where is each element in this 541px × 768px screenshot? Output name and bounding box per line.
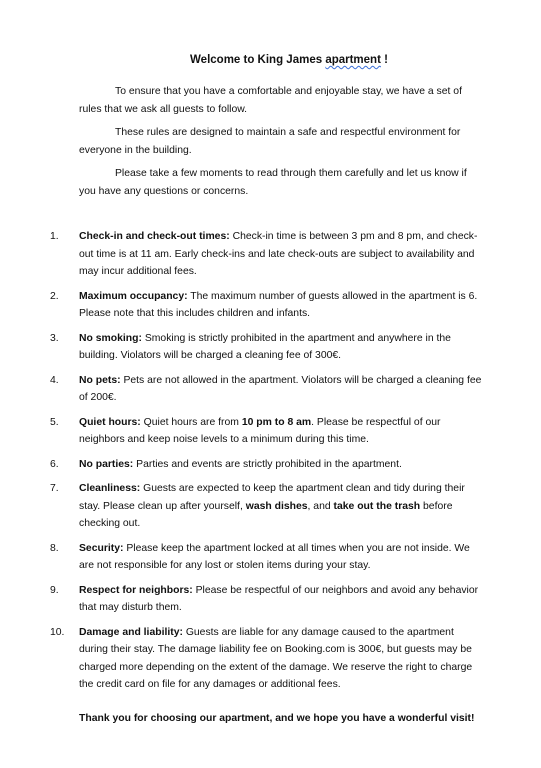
rule-text: . Please be respectful of our neighbors and keep noise levels to a minimum during this time. [79,416,441,445]
rule-text: , and [307,500,334,512]
rule-number: 5. [50,416,59,428]
rule-text: Quiet hours are from [140,416,242,428]
rule-item [50,540,485,575]
rule-heading: No parties: [79,458,134,470]
rule-number: 8. [50,542,59,554]
rule-item [50,228,485,281]
intro-paragraph: These rules are designed to maintain a safe and respectful environment for everyone in the building. [79,127,461,156]
rule-text: Please be respectful of our neighbors and avoid any behavior that may disturb them. [79,584,479,613]
rule-item [50,414,485,449]
rule-text: Please keep the apartment locked at all times when you are not inside. We are not responsible for any lost or stolen items during your stay. [79,542,470,571]
rule-item [50,330,485,365]
rule-text: Parties and events are strictly prohibited in the apartment. [133,458,402,470]
rule-heading: No pets: [79,374,121,386]
rule-text: Guests are expected to keep the apartment clean and tidy during their stay. Please clean up after yourself, [79,483,465,512]
rule-number: 10. [50,626,65,638]
rule-emphasis: wash dishes [245,500,308,512]
rule-text: The maximum number of guests allowed in the apartment is 6. Please note that this includes children and infants. [79,290,478,319]
rule-item [50,372,485,407]
rule-heading: Quiet hours: [79,416,141,428]
rule-number: 1. [50,231,59,242]
rule-number: 2. [50,290,59,302]
rule-text: Pets are not allowed in the apartment. Violators will be charged a cleaning fee of 200€. [79,374,482,403]
rule-number: 6. [50,458,59,470]
rule-heading: Respect for neighbors: [79,584,193,596]
rule-number: 3. [50,332,59,344]
title-spellcheck-word: apartment [325,54,381,66]
rule-number: 9. [50,584,59,596]
rule-item [50,456,485,474]
rule-heading: Cleanliness: [79,483,141,494]
rule-heading: Security: [79,542,124,554]
rule-emphasis: take out the trash [333,500,421,512]
rule-item [50,288,485,323]
rule-heading: Damage and liability: [79,626,183,638]
rule-text: Guests are liable for any damage caused to the apartment during their stay. The damage liability fee on Booking.com is 300€, but guests may be charged more depending on the extent of the damage. We reserve the right to charge the credit card on file for any damages or additional fees. [79,626,473,690]
intro-paragraph: To ensure that you have a comfortable and enjoyable stay, we have a set of rules that we ask all guests to follow. [79,86,462,115]
rule-text: Smoking is strictly prohibited in the apartment and anywhere in the building. Violators will be charged a cleaning fee of 300€. [79,332,451,361]
rule-heading: Check-in and check-out times: [79,231,230,242]
rule-heading: No smoking: [79,332,142,344]
title-end: ! [380,54,388,66]
title-text: Welcome to King James [190,54,326,66]
intro-section [79,83,485,200]
rule-text: before checking out. [79,500,453,529]
page-title [79,54,485,66]
intro-paragraph: Please take a few moments to read through them carefully and let us know if you have any questions or concerns. [79,168,467,197]
rule-number: 7. [50,483,59,494]
closing-note: Thank you for choosing our apartment, and we hope you have a wonderful visit! [79,712,475,724]
rule-emphasis: 10 pm to 8 am [241,416,312,428]
rule-text: Check-in time is between 3 pm and 8 pm, and check-out time is at 11 am. Early check-ins and late check-outs are subject to availability and may incur additional fees. [79,231,478,277]
rule-item [50,480,485,533]
rule-item [50,624,485,694]
rules-list [50,228,485,694]
rule-number: 4. [50,374,59,386]
rule-item [50,582,485,617]
rule-heading: Maximum occupancy: [79,290,188,302]
